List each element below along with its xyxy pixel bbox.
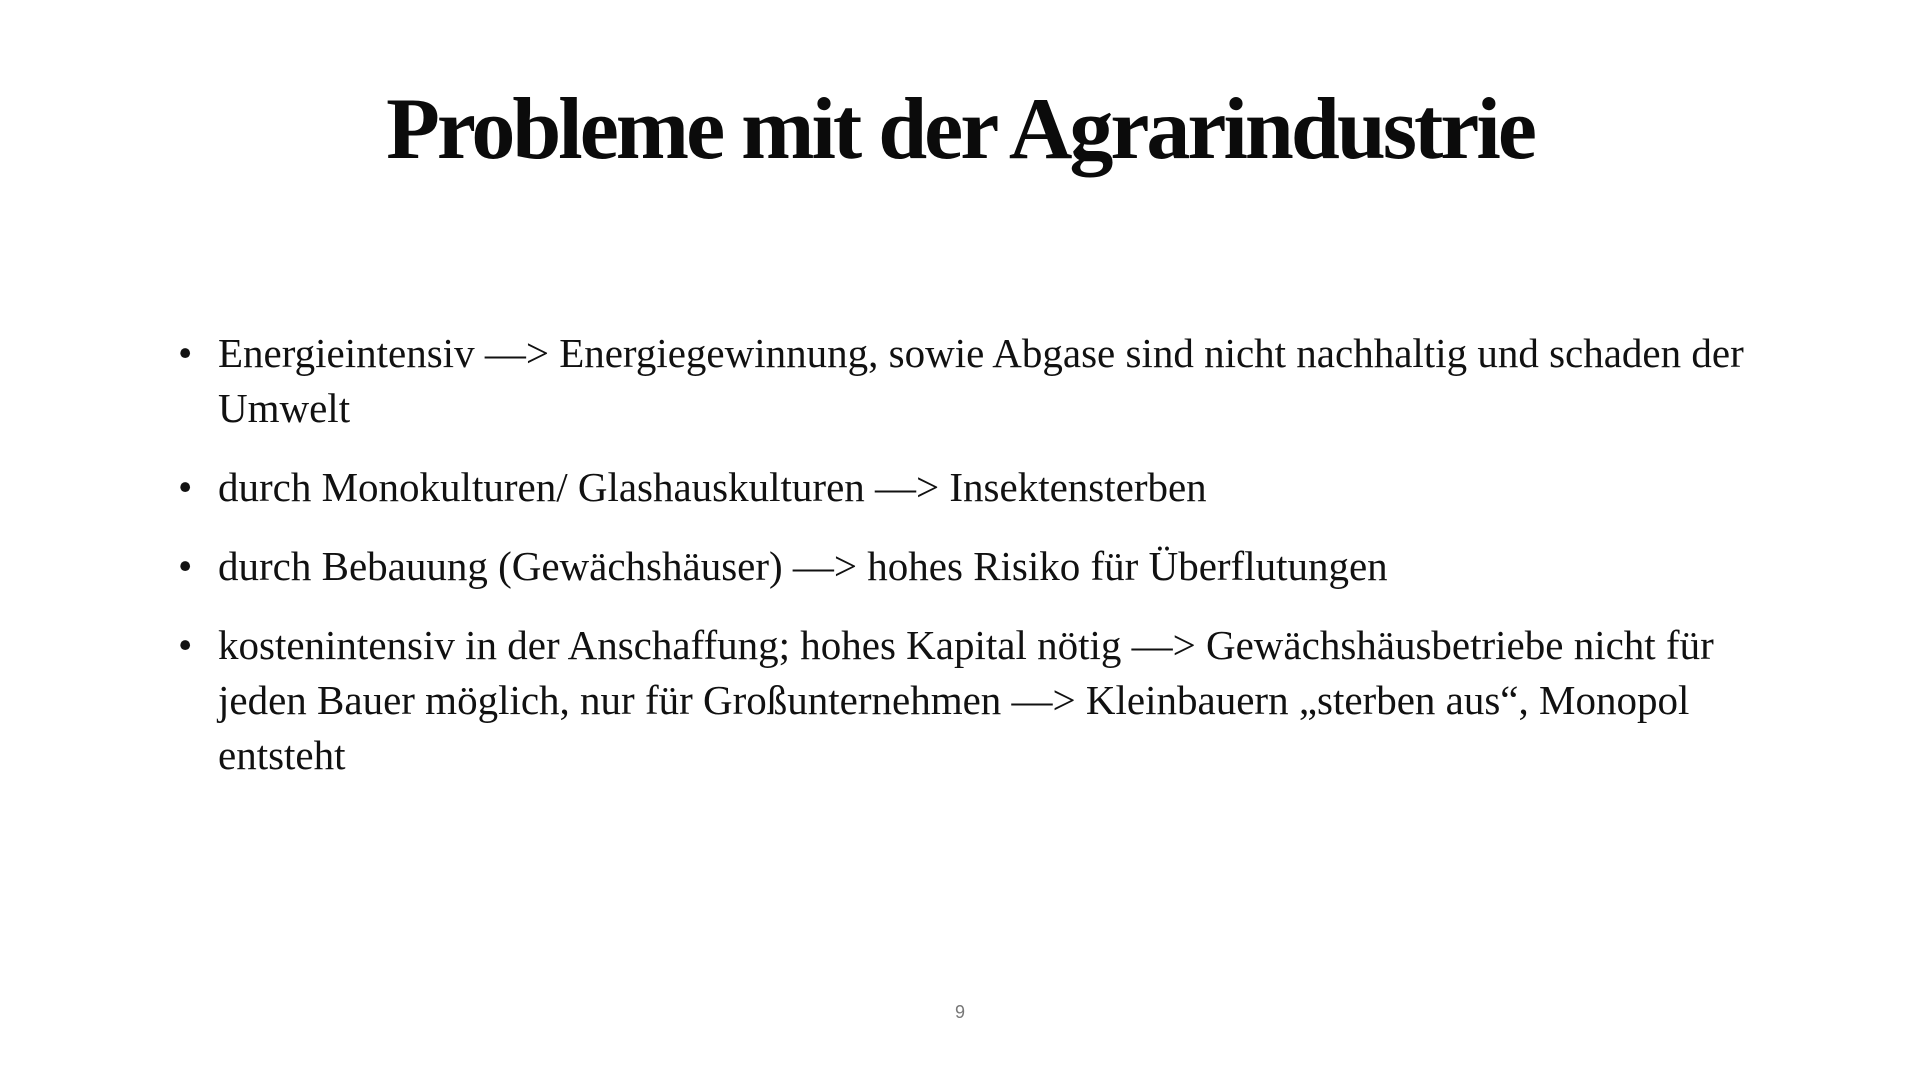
bullet-text: durch Bebauung (Gewächshäuser) —> hohes Risiko für Überflutungen — [218, 543, 1388, 589]
bullet-item — [178, 326, 1758, 436]
bullet-item — [178, 460, 1758, 515]
slide-title: Probleme mit der Agrarindustrie — [386, 81, 1534, 178]
bullet-icon: • — [178, 330, 193, 376]
bullet-item — [178, 618, 1758, 783]
bullet-text: durch Monokulturen/ Glashauskulturen —> Insektensterben — [218, 464, 1207, 510]
bullet-text: kostenintensiv in der Anschaffung; hohes Kapital nötig —> Gewächshäusbetriebe nicht für jeden Bauer möglich, nur für Großunternehmen —> Kleinbauern „sterben aus“, Monopol entsteht — [218, 622, 1714, 778]
bullet-icon: • — [178, 464, 193, 510]
page-number: 9 — [954, 1002, 965, 1022]
bullet-list — [178, 326, 1758, 807]
bullet-icon: • — [178, 543, 193, 589]
bullet-item — [178, 539, 1758, 594]
bullet-icon: • — [178, 622, 193, 668]
bullet-text: Energieintensiv —> Energiegewinnung, sowie Abgase sind nicht nachhaltig und schaden der Umwelt — [218, 330, 1744, 431]
